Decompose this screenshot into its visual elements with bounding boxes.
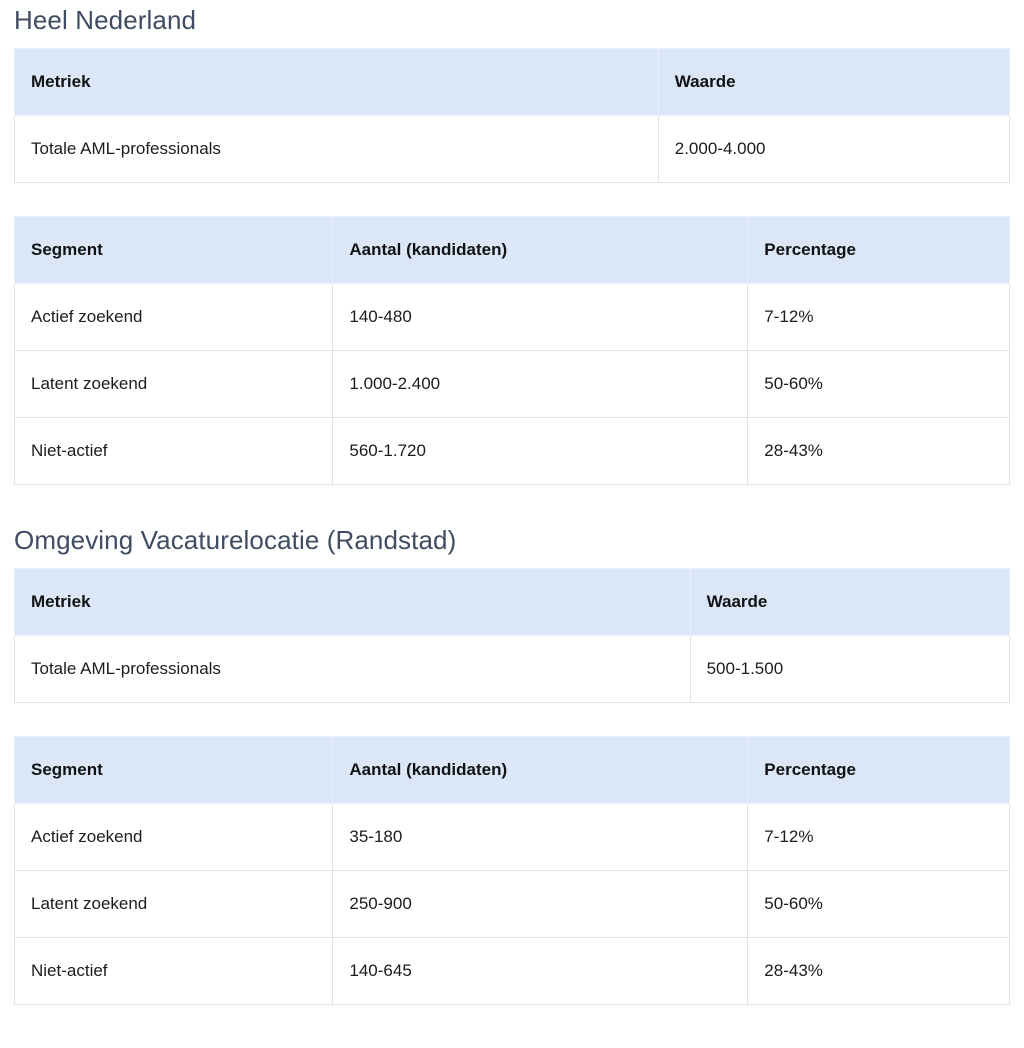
segment-table-nederland <box>14 216 1010 485</box>
table-header-row <box>15 737 1010 804</box>
cell-count: 250-900 <box>333 871 748 938</box>
cell-percentage: 50-60% <box>748 351 1010 418</box>
cell-count: 35-180 <box>333 804 748 871</box>
table-row <box>15 636 1010 703</box>
cell-metric-value: 500-1.500 <box>690 636 1009 703</box>
table-row <box>15 418 1010 485</box>
header-cell-percentage: Percentage <box>748 217 1010 284</box>
table-row <box>15 871 1010 938</box>
header-cell-metriek: Metriek <box>15 49 659 116</box>
table-row <box>15 938 1010 1005</box>
cell-percentage: 50-60% <box>748 871 1010 938</box>
cell-metric-value: 2.000-4.000 <box>658 116 1009 183</box>
table-header-row <box>15 49 1010 116</box>
cell-segment: Latent zoekend <box>15 871 333 938</box>
cell-percentage: 28-43% <box>748 418 1010 485</box>
cell-segment: Niet-actief <box>15 418 333 485</box>
cell-percentage: 7-12% <box>748 804 1010 871</box>
section-heel-nederland <box>14 5 1010 485</box>
table-row <box>15 116 1010 183</box>
table-row <box>15 351 1010 418</box>
cell-count: 140-480 <box>333 284 748 351</box>
cell-segment: Latent zoekend <box>15 351 333 418</box>
table-header-row <box>15 569 1010 636</box>
header-cell-waarde: Waarde <box>658 49 1009 116</box>
metric-table-randstad <box>14 568 1010 703</box>
cell-segment: Actief zoekend <box>15 804 333 871</box>
cell-segment: Niet-actief <box>15 938 333 1005</box>
cell-metric-label: Totale AML-professionals <box>15 636 691 703</box>
header-cell-segment: Segment <box>15 737 333 804</box>
cell-segment: Actief zoekend <box>15 284 333 351</box>
table-row <box>15 284 1010 351</box>
metric-table-nederland <box>14 48 1010 183</box>
cell-percentage: 28-43% <box>748 938 1010 1005</box>
cell-percentage: 7-12% <box>748 284 1010 351</box>
header-cell-waarde: Waarde <box>690 569 1009 636</box>
section-randstad <box>14 525 1010 1005</box>
header-cell-segment: Segment <box>15 217 333 284</box>
header-cell-aantal: Aantal (kandidaten) <box>333 217 748 284</box>
cell-count: 560-1.720 <box>333 418 748 485</box>
table-row <box>15 804 1010 871</box>
header-cell-percentage: Percentage <box>748 737 1010 804</box>
segment-table-randstad <box>14 736 1010 1005</box>
cell-count: 1.000-2.400 <box>333 351 748 418</box>
cell-count: 140-645 <box>333 938 748 1005</box>
header-cell-aantal: Aantal (kandidaten) <box>333 737 748 804</box>
section-title: Omgeving Vacaturelocatie (Randstad) <box>14 525 457 555</box>
header-cell-metriek: Metriek <box>15 569 691 636</box>
table-header-row <box>15 217 1010 284</box>
cell-metric-label: Totale AML-professionals <box>15 116 659 183</box>
section-title: Heel Nederland <box>14 5 197 35</box>
